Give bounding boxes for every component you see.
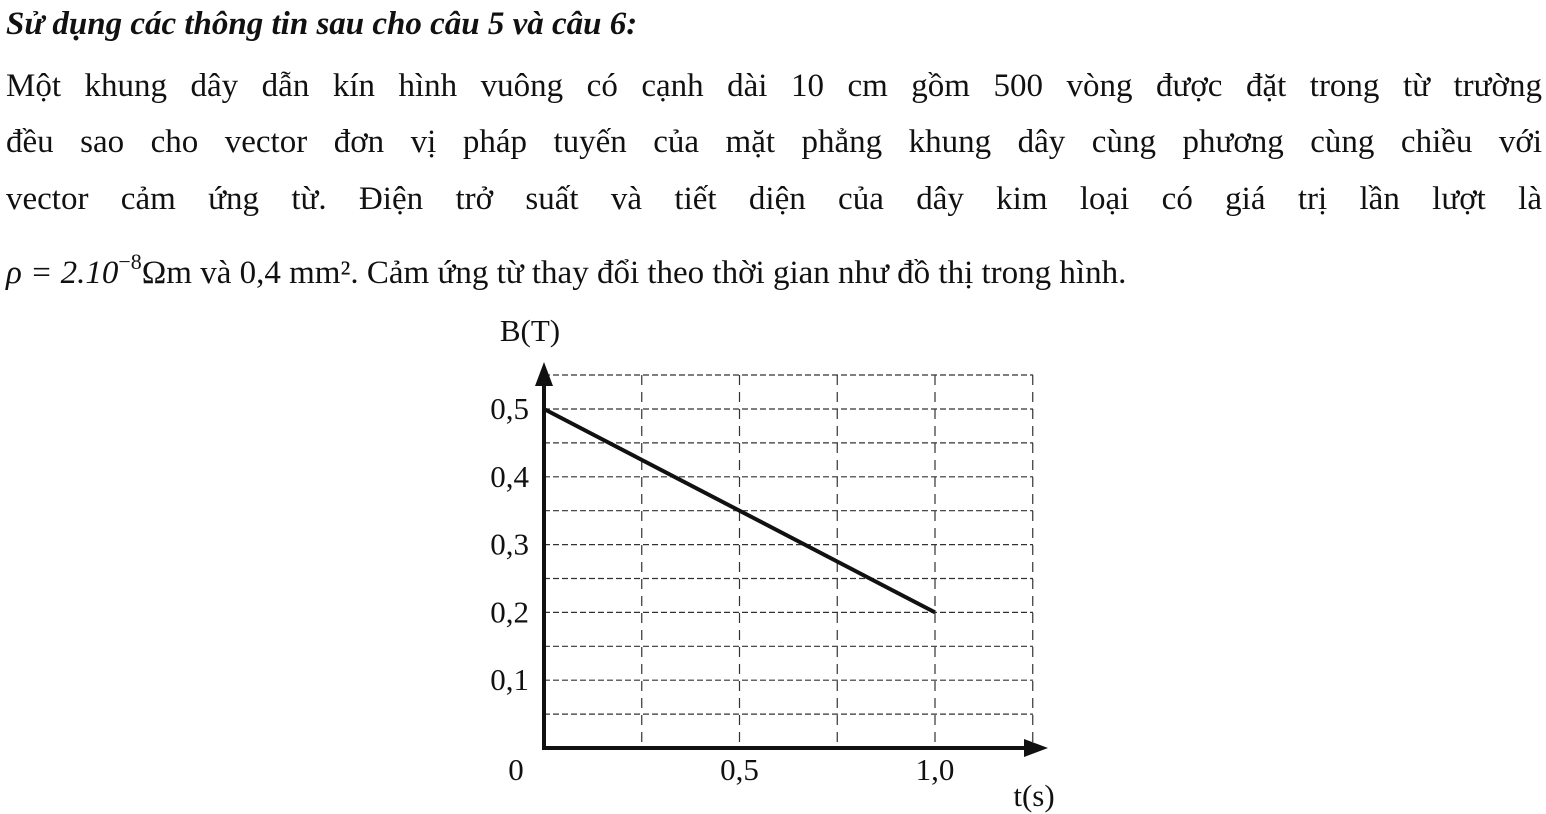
problem-text-line-4-rest: và 0,4 mm². Cảm ứng từ thay đổi theo thời gian như đồ thị trong hình. xyxy=(191,255,1127,291)
x-axis-title: t(s) xyxy=(1013,778,1055,813)
y-tick-label: 0,3 xyxy=(490,526,529,562)
formula-exponent: −8 xyxy=(118,249,142,274)
formula-unit: Ωm xyxy=(141,255,192,291)
problem-text-line-2: đều sao cho vector đơn vị pháp tuyến của mặt phẳng khung dây cùng phương cùng chiều với xyxy=(6,124,1542,160)
x-tick-label: 0,5 xyxy=(720,752,759,787)
formula-main: ρ = 2.10 xyxy=(6,255,119,291)
y-axis-title: B(T) xyxy=(499,313,561,348)
problem-text-line-1: Một khung dây dẫn kín hình vuông có cạnh dài 10 cm gồm 500 vòng được đặt trong từ trường xyxy=(6,68,1542,104)
y-tick-label: 0,5 xyxy=(490,391,529,426)
y-tick-label: 0,2 xyxy=(490,594,529,630)
x-tick-label: 1,0 xyxy=(915,752,955,787)
origin-label: 0 xyxy=(508,752,524,787)
y-tick-label: 0,4 xyxy=(490,458,529,494)
section-heading: Sử dụng các thông tin sau cho câu 5 và câu 6: xyxy=(6,6,638,42)
chart-grid xyxy=(544,375,1033,748)
y-axis-arrowhead xyxy=(535,362,553,386)
problem-text-line-3: vector cảm ứng từ. Điện trở suất và tiết diện của dây kim loại có giá trị lần lượt là xyxy=(6,181,1542,217)
chart-labels xyxy=(490,313,1054,813)
y-tick-label: 0,1 xyxy=(490,662,529,698)
chart-axes xyxy=(535,362,1048,757)
x-axis-arrowhead xyxy=(1024,739,1048,757)
